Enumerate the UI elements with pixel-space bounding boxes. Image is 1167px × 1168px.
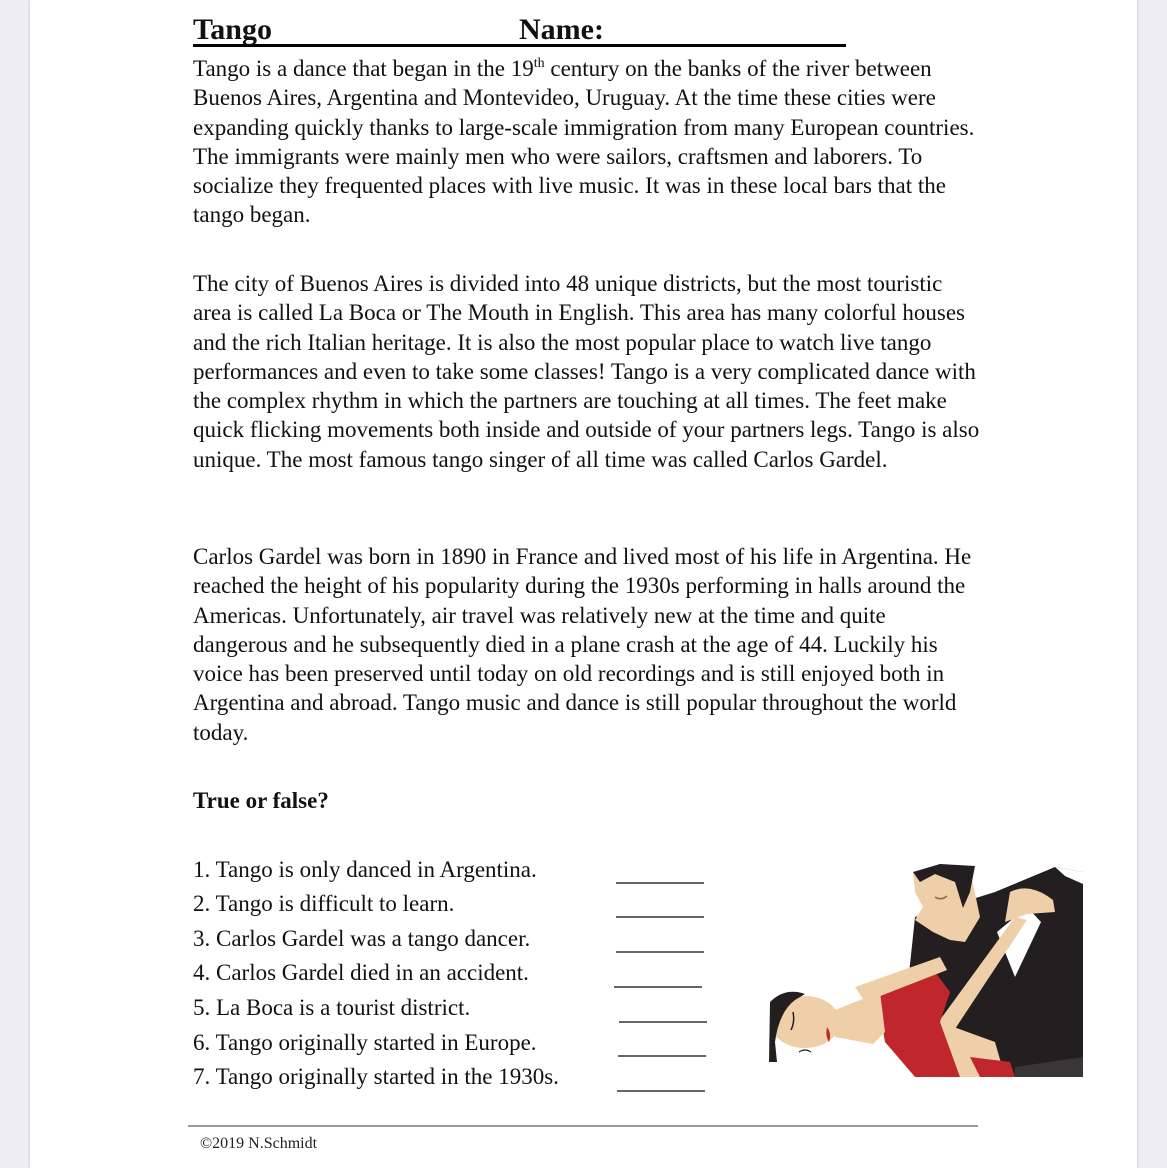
quiz-question: 5. La Boca is a tourist district. (193, 995, 471, 1020)
paragraph-origins (193, 54, 983, 230)
worksheet-title: Tango (193, 13, 272, 46)
quiz-question: 2. Tango is difficult to learn. (193, 891, 455, 916)
answer-blank-2[interactable] (616, 916, 704, 918)
answer-blank-4[interactable] (614, 986, 702, 988)
answer-blank-3[interactable] (616, 951, 704, 953)
quiz-question: 4. Carlos Gardel died in an accident. (193, 960, 529, 985)
answer-blank-7[interactable] (617, 1090, 705, 1092)
paragraph-la-boca: The city of Buenos Aires is divided into 48 unique districts, but the most touristic area is called La Boca or The Mouth in English. This area has many colorful houses and the rich Italian heritage. It is also the most popular place to watch live tango performances and even to take some classes! Tango is a very complicated dance with the complex rhythm in which the partners are touching at all times. The feet make quick flicking movements both inside and outside of your partners legs. Tango is also unique. The most famous tango singer of all time was called Carlos Gardel. (193, 271, 980, 472)
name-field-label: Name: (519, 13, 604, 46)
quiz-question: 6. Tango originally started in Europe. (193, 1030, 537, 1055)
quiz-question: 3. Carlos Gardel was a tango dancer. (193, 926, 531, 951)
paragraph-origins-start: Tango is a dance that began in the 19 (193, 56, 534, 81)
worksheet-header (193, 10, 846, 47)
answer-blank-1[interactable] (616, 882, 704, 884)
paragraph-carlos-gardel: Carlos Gardel was born in 1890 in France and lived most of his life in Argentina. He reached the height of his popularity during the 1930s performing in halls around the Americas. Unfortunately, air travel was relatively new at the time and quite dangerous and he subsequently died in a plane crash at the age of 44. Luckily his voice has been preserved until today on old recordings and is still enjoyed both in Argentina and abroad. Tango music and dance is still popular throughout the world today. (193, 544, 972, 745)
answer-blank-6[interactable] (618, 1055, 706, 1057)
ordinal-suffix: th (533, 56, 545, 71)
quiz-heading: True or false? (193, 788, 329, 813)
quiz-question: 7. Tango originally started in the 1930s. (193, 1064, 559, 1089)
quiz-question: 1. Tango is only danced in Argentina. (193, 857, 537, 882)
paragraph-origins-rest: century on the banks of the river between Buenos Aires, Argentina and Montevideo, Uruguay. At the time these cities were expanding quickly thanks to large-scale immigration from many European countries. The immigrants were mainly men who were sailors, craftsmen and laborers. To socialize they frequented places with live music. It was in these local bars that the tango began. (193, 56, 975, 228)
tango-dancers-illustration (765, 862, 1083, 1077)
answer-blank-5[interactable] (619, 1021, 707, 1023)
footer-divider (188, 1125, 978, 1127)
copyright-notice: ©2019 N.Schmidt (200, 1135, 318, 1152)
